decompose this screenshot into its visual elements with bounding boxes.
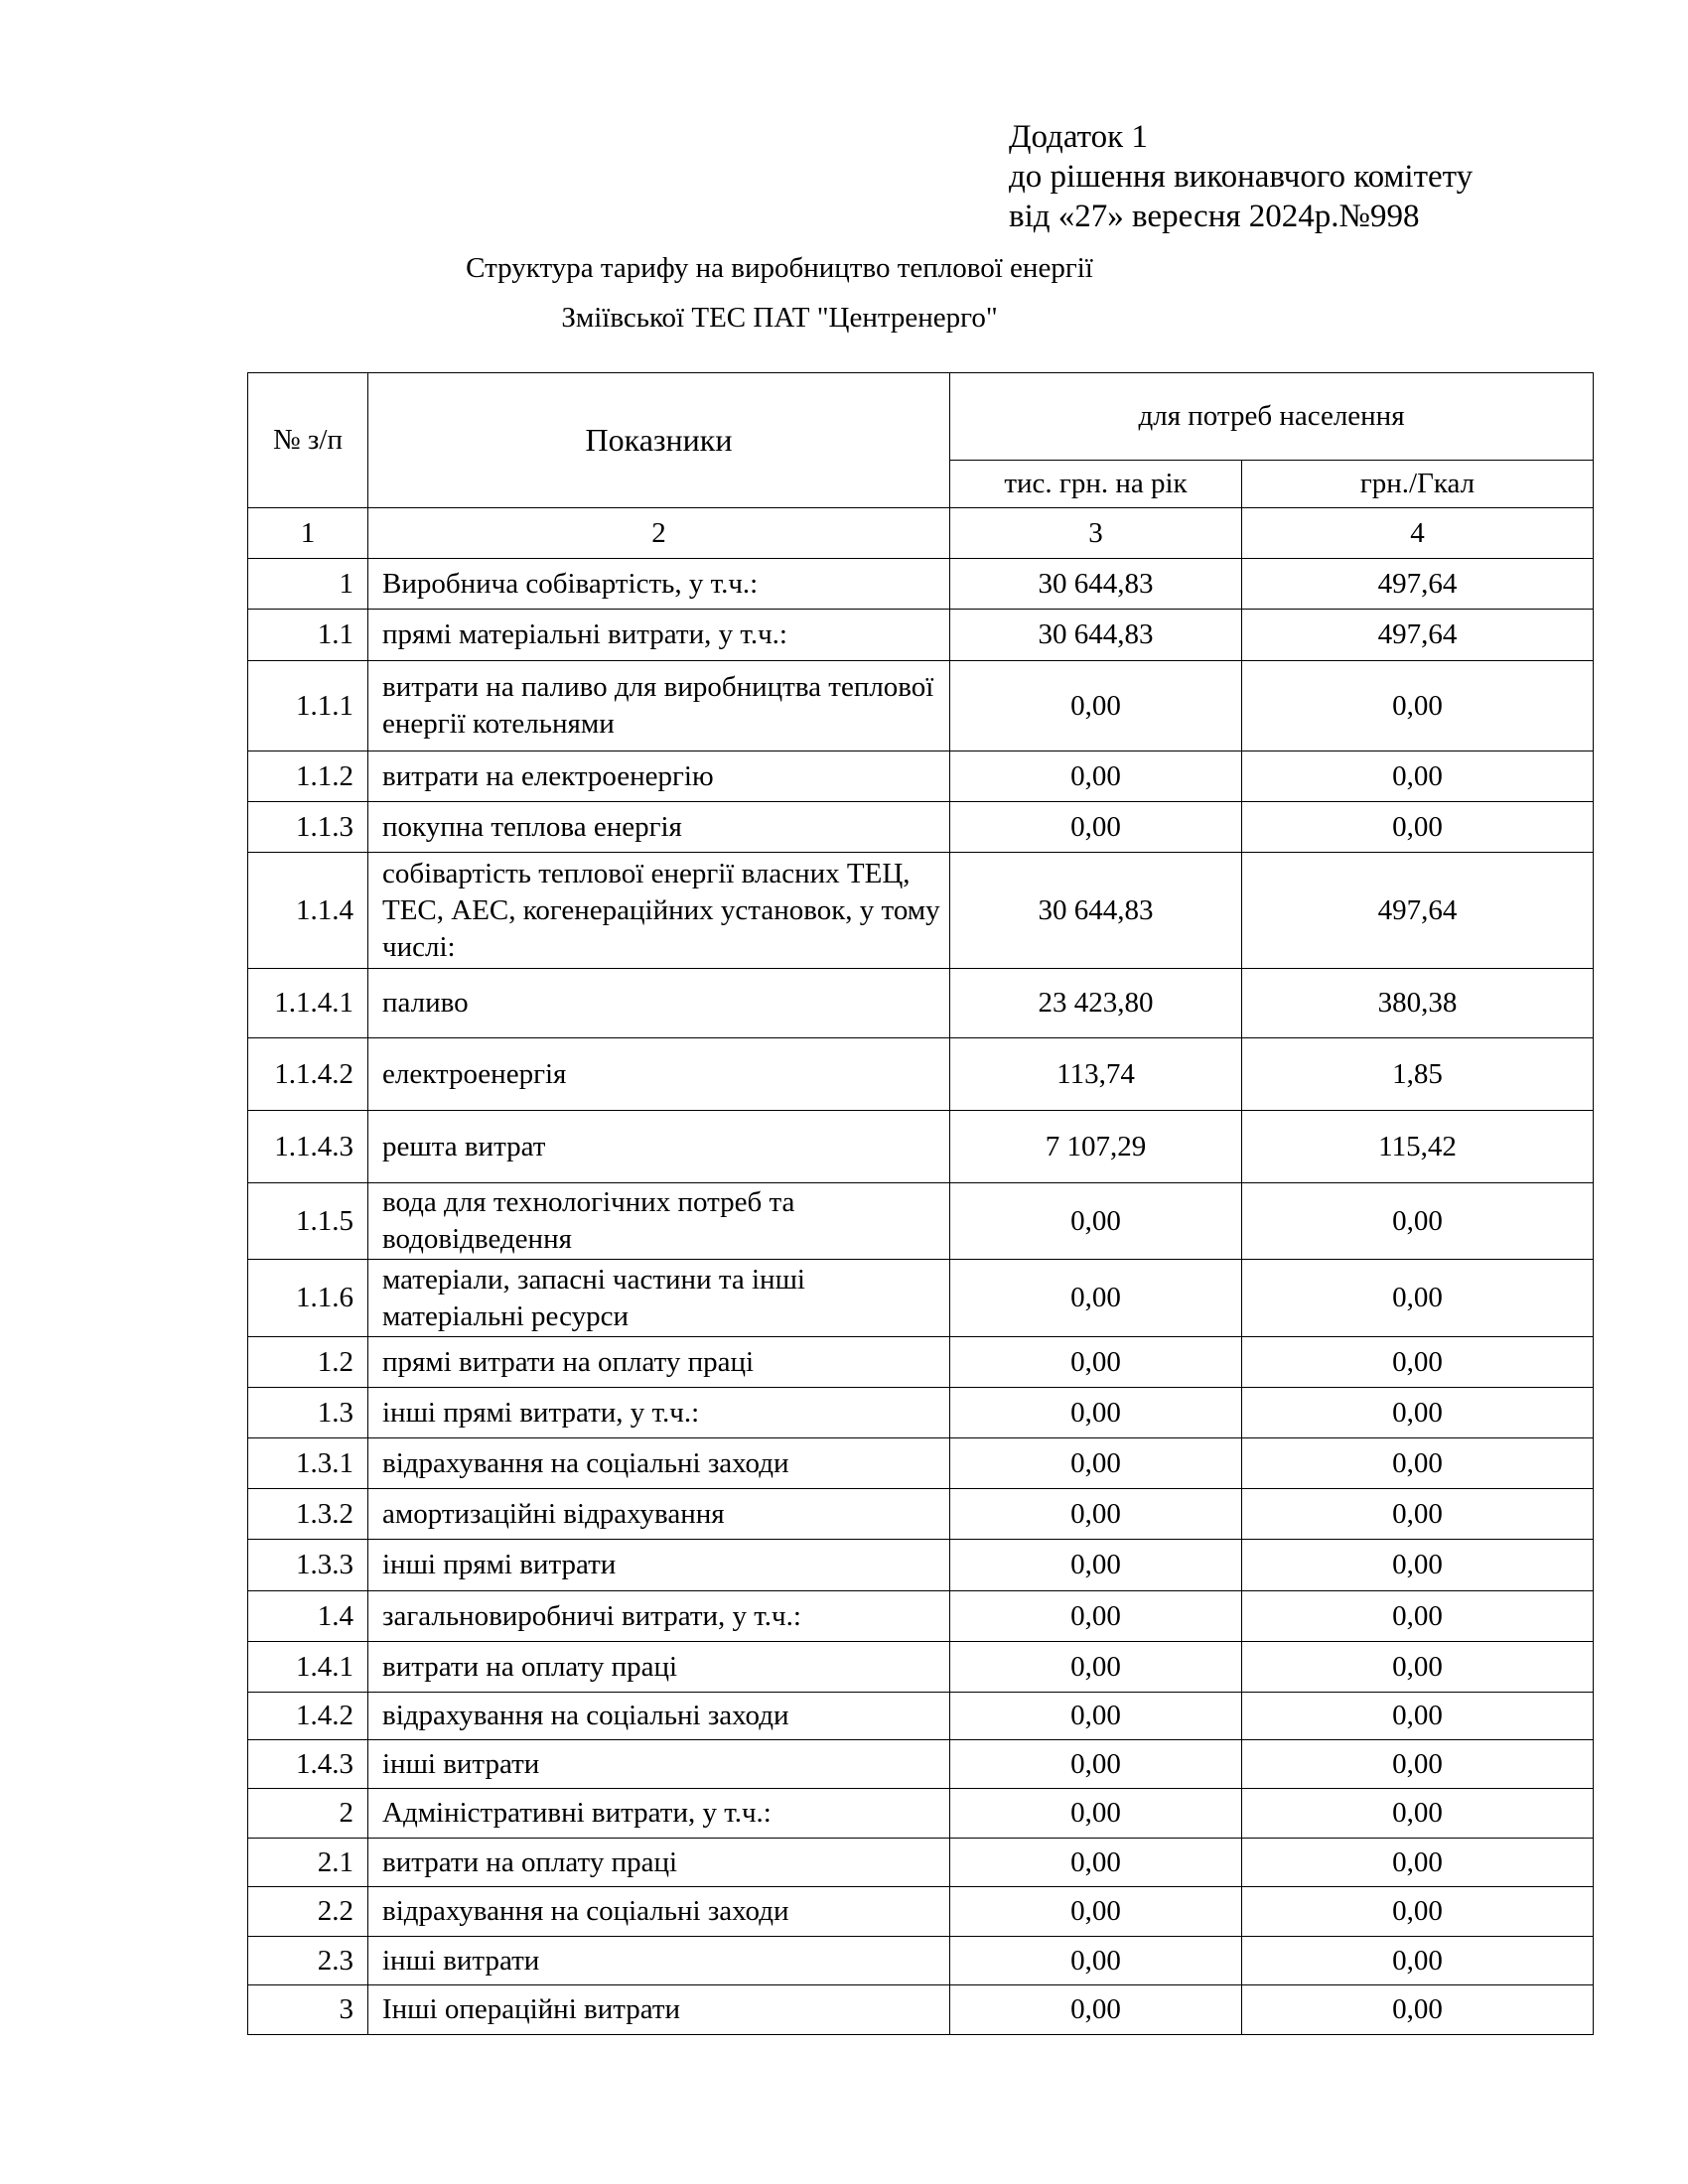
header-thousand-uah-per-year: тис. грн. на рік [950, 461, 1242, 508]
row-number: 1.4.3 [248, 1740, 368, 1789]
row-number: 2.2 [248, 1887, 368, 1937]
row-value-per-gcal: 497,64 [1242, 559, 1594, 610]
row-number: 1.3.1 [248, 1438, 368, 1489]
row-indicator: електроенергія [368, 1038, 950, 1111]
table-row [248, 1183, 1594, 1260]
row-number: 1.1.5 [248, 1183, 368, 1260]
row-number: 1.1.4.1 [248, 969, 368, 1038]
row-indicator: витрати на оплату праці [368, 1642, 950, 1693]
row-indicator: прямі витрати на оплату праці [368, 1337, 950, 1388]
row-number: 1.1 [248, 610, 368, 661]
row-value-per-year: 0,00 [950, 1489, 1242, 1540]
header-number: № з/п [248, 373, 368, 508]
row-value-per-gcal: 0,00 [1242, 661, 1594, 751]
row-value-per-gcal: 0,00 [1242, 1789, 1594, 1839]
row-value-per-gcal: 0,00 [1242, 1489, 1594, 1540]
row-value-per-gcal: 380,38 [1242, 969, 1594, 1038]
table-row [248, 661, 1594, 751]
row-value-per-year: 0,00 [950, 1642, 1242, 1693]
row-indicator: покупна теплова енергія [368, 802, 950, 853]
row-number: 1.1.2 [248, 751, 368, 802]
row-value-per-gcal: 0,00 [1242, 1438, 1594, 1489]
row-indicator: загальновиробничі витрати, у т.ч.: [368, 1591, 950, 1642]
row-value-per-gcal: 497,64 [1242, 853, 1594, 969]
row-value-per-gcal: 0,00 [1242, 1260, 1594, 1337]
row-value-per-gcal: 0,00 [1242, 1642, 1594, 1693]
row-indicator: прямі матеріальні витрати, у т.ч.: [368, 610, 950, 661]
row-number: 1.3.3 [248, 1540, 368, 1591]
table-row [248, 1740, 1594, 1789]
appendix-note [1009, 117, 1473, 236]
row-indicator: собівартість теплової енергії власних ТЕЦ, ТЕС, АЕС, когенераційних установок, у тому числі: [368, 853, 950, 969]
row-indicator: Інші операційні витрати [368, 1985, 950, 2035]
row-value-per-year: 0,00 [950, 1887, 1242, 1937]
row-value-per-gcal: 1,85 [1242, 1038, 1594, 1111]
header-population-needs: для потреб населення [950, 373, 1594, 461]
row-value-per-gcal: 0,00 [1242, 1887, 1594, 1937]
row-value-per-year: 0,00 [950, 1740, 1242, 1789]
table-row [248, 1111, 1594, 1183]
table-row [248, 853, 1594, 969]
row-value-per-gcal: 115,42 [1242, 1111, 1594, 1183]
row-value-per-year: 30 644,83 [950, 853, 1242, 969]
row-number: 1.4.1 [248, 1642, 368, 1693]
row-number: 1.3.2 [248, 1489, 368, 1540]
row-value-per-year: 0,00 [950, 1183, 1242, 1260]
row-number: 1.1.4 [248, 853, 368, 969]
row-value-per-gcal: 0,00 [1242, 1937, 1594, 1985]
header-uah-per-gcal: грн./Гкал [1242, 461, 1594, 508]
table-row [248, 1937, 1594, 1985]
row-value-per-year: 23 423,80 [950, 969, 1242, 1038]
row-value-per-year: 0,00 [950, 802, 1242, 853]
table-row [248, 1438, 1594, 1489]
row-value-per-year: 0,00 [950, 1789, 1242, 1839]
row-value-per-year: 0,00 [950, 1591, 1242, 1642]
row-value-per-gcal: 0,00 [1242, 1183, 1594, 1260]
table-row [248, 751, 1594, 802]
row-value-per-year: 0,00 [950, 661, 1242, 751]
appendix-line-2: до рішення виконавчого комітету [1009, 159, 1474, 195]
row-indicator: інші витрати [368, 1740, 950, 1789]
appendix-line-1: Додаток 1 [1009, 119, 1148, 155]
table-row [248, 1260, 1594, 1337]
table-row [248, 1591, 1594, 1642]
table-row [248, 1887, 1594, 1937]
index-col-2: 2 [368, 508, 950, 559]
row-indicator: матеріали, запасні частини та інші матеріальні ресурси [368, 1260, 950, 1337]
table-row [248, 802, 1594, 853]
row-number: 1.4 [248, 1591, 368, 1642]
table-row [248, 1038, 1594, 1111]
row-value-per-year: 0,00 [950, 751, 1242, 802]
row-indicator: паливо [368, 969, 950, 1038]
header-indicators: Показники [368, 373, 950, 508]
index-col-3: 3 [950, 508, 1242, 559]
row-indicator: інші витрати [368, 1937, 950, 1985]
table-row [248, 1337, 1594, 1388]
row-value-per-gcal: 0,00 [1242, 1985, 1594, 2035]
table-row [248, 1489, 1594, 1540]
row-number: 2.3 [248, 1937, 368, 1985]
row-indicator: витрати на оплату праці [368, 1839, 950, 1887]
row-value-per-year: 0,00 [950, 1540, 1242, 1591]
row-value-per-gcal: 0,00 [1242, 1693, 1594, 1740]
row-value-per-year: 0,00 [950, 1438, 1242, 1489]
row-indicator: інші прямі витрати, у т.ч.: [368, 1388, 950, 1438]
row-number: 1.2 [248, 1337, 368, 1388]
row-number: 1.1.4.3 [248, 1111, 368, 1183]
row-number: 1.1.6 [248, 1260, 368, 1337]
row-number: 1.3 [248, 1388, 368, 1438]
index-col-1: 1 [248, 508, 368, 559]
row-value-per-year: 0,00 [950, 1839, 1242, 1887]
table-row [248, 1540, 1594, 1591]
row-indicator: відрахування на соціальні заходи [368, 1693, 950, 1740]
table-row [248, 1985, 1594, 2035]
row-number: 1 [248, 559, 368, 610]
row-number: 3 [248, 1985, 368, 2035]
row-number: 1.4.2 [248, 1693, 368, 1740]
row-value-per-year: 30 644,83 [950, 559, 1242, 610]
row-value-per-gcal: 0,00 [1242, 1540, 1594, 1591]
row-value-per-year: 0,00 [950, 1260, 1242, 1337]
table-row [248, 610, 1594, 661]
table-row [248, 1789, 1594, 1839]
row-value-per-gcal: 0,00 [1242, 1388, 1594, 1438]
table-row [248, 969, 1594, 1038]
row-value-per-gcal: 0,00 [1242, 1591, 1594, 1642]
row-indicator: Адміністративні витрати, у т.ч.: [368, 1789, 950, 1839]
row-number: 1.1.1 [248, 661, 368, 751]
row-indicator: витрати на електроенергію [368, 751, 950, 802]
table-row [248, 1693, 1594, 1740]
row-value-per-gcal: 0,00 [1242, 1740, 1594, 1789]
row-value-per-year: 30 644,83 [950, 610, 1242, 661]
tariff-structure-table [247, 372, 1594, 2035]
row-indicator: витрати на паливо для виробництва теплової енергії котельнями [368, 661, 950, 751]
row-value-per-year: 0,00 [950, 1337, 1242, 1388]
row-value-per-year: 7 107,29 [950, 1111, 1242, 1183]
appendix-line-3: від «27» вересня 2024р.№998 [1009, 199, 1420, 234]
row-value-per-gcal: 0,00 [1242, 751, 1594, 802]
row-indicator: Виробнича собівартість, у т.ч.: [368, 559, 950, 610]
row-indicator: інші прямі витрати [368, 1540, 950, 1591]
row-value-per-gcal: 0,00 [1242, 1337, 1594, 1388]
row-value-per-gcal: 0,00 [1242, 1839, 1594, 1887]
row-indicator: решта витрат [368, 1111, 950, 1183]
row-indicator: амортизаційні відрахування [368, 1489, 950, 1540]
table-row [248, 559, 1594, 610]
row-number: 2 [248, 1789, 368, 1839]
row-indicator: відрахування на соціальні заходи [368, 1887, 950, 1937]
table-row [248, 1388, 1594, 1438]
row-value-per-gcal: 497,64 [1242, 610, 1594, 661]
row-value-per-year: 0,00 [950, 1388, 1242, 1438]
table-row [248, 1642, 1594, 1693]
row-indicator: вода для технологічних потреб та водовідведення [368, 1183, 950, 1260]
row-indicator: відрахування на соціальні заходи [368, 1438, 950, 1489]
row-value-per-year: 0,00 [950, 1693, 1242, 1740]
table-row [248, 1839, 1594, 1887]
row-value-per-year: 0,00 [950, 1985, 1242, 2035]
row-number: 1.1.4.2 [248, 1038, 368, 1111]
row-value-per-gcal: 0,00 [1242, 802, 1594, 853]
document-title: Структура тарифу на виробництво теплової енергії [466, 252, 1093, 284]
row-value-per-year: 0,00 [950, 1937, 1242, 1985]
index-col-4: 4 [1242, 508, 1594, 559]
row-value-per-year: 113,74 [950, 1038, 1242, 1111]
document-subtitle: Зміївської ТЕС ПАТ "Центренерго" [561, 302, 998, 334]
row-number: 1.1.3 [248, 802, 368, 853]
row-number: 2.1 [248, 1839, 368, 1887]
